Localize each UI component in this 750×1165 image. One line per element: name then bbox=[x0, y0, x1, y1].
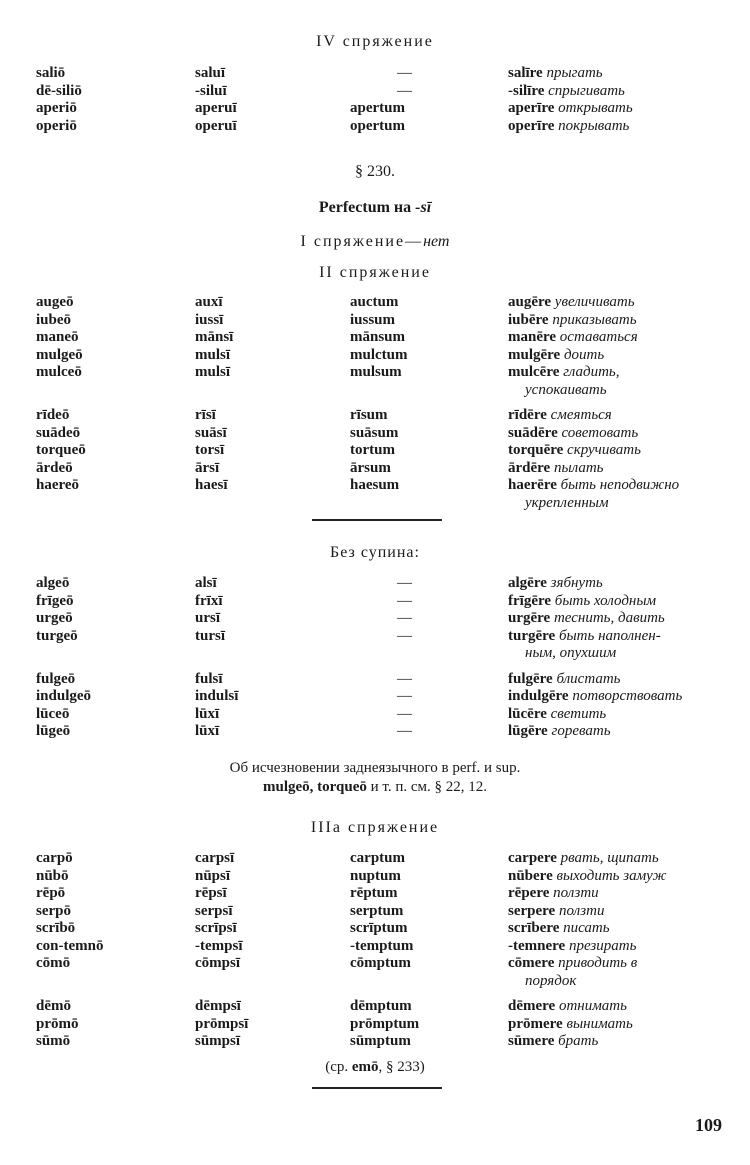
present-form: saliō bbox=[36, 65, 66, 81]
infinitive-form: cōmere bbox=[508, 955, 555, 971]
supine-form: mulsum bbox=[350, 364, 402, 380]
perfect-form: mulsī bbox=[195, 346, 231, 363]
infinitive-form: rīdēre bbox=[508, 407, 547, 423]
perfect-form: indulsī bbox=[195, 688, 239, 704]
perfect-form: frīxī bbox=[195, 592, 223, 609]
supine-form: cōmptum bbox=[350, 955, 411, 971]
verb-row bbox=[0, 477, 750, 495]
verb-row bbox=[0, 364, 750, 382]
verb-row bbox=[0, 425, 750, 443]
divider-rule-bottom bbox=[312, 1087, 442, 1089]
translation: пылать bbox=[553, 459, 604, 476]
translation: горевать bbox=[551, 723, 611, 739]
perfect-form: cōmpsī bbox=[195, 955, 240, 971]
present-form: rēpō bbox=[36, 885, 66, 901]
translation: прыгать bbox=[546, 65, 603, 81]
infinitive-form: mulgēre bbox=[508, 346, 561, 363]
translation: писать bbox=[563, 920, 610, 936]
translation-line-2: укрепленным bbox=[525, 494, 609, 511]
cross-reference bbox=[0, 1058, 750, 1077]
perfect-form: serpsī bbox=[195, 902, 233, 919]
supine-form: — bbox=[397, 82, 412, 99]
present-form: lūceō bbox=[36, 705, 70, 722]
perfect-form: -tempsī bbox=[195, 937, 243, 954]
infinitive-form: lūcēre bbox=[508, 705, 547, 722]
infinitive-gloss bbox=[508, 65, 603, 83]
present-form: algeō bbox=[36, 575, 70, 591]
perfect-form: rēpsī bbox=[195, 885, 227, 901]
present-form: ārdeō bbox=[36, 459, 73, 476]
translation: смеяться bbox=[550, 407, 612, 423]
translation-continuation bbox=[0, 973, 750, 991]
infinitive-gloss bbox=[508, 723, 611, 741]
verb-row bbox=[0, 593, 750, 611]
infinitive-gloss bbox=[508, 920, 610, 938]
present-form: maneō bbox=[36, 329, 79, 345]
infinitive-form: urgēre bbox=[508, 610, 551, 626]
infinitive-form: aperīre bbox=[508, 100, 555, 116]
verb-row bbox=[0, 723, 750, 741]
infinitive-form: scrībere bbox=[508, 920, 560, 936]
perfect-form: dēmpsī bbox=[195, 998, 241, 1014]
present-form: indulgeō bbox=[36, 688, 92, 704]
present-form: frīgeō bbox=[36, 592, 74, 609]
infinitive-gloss bbox=[508, 83, 625, 101]
conj-i-none: нет bbox=[423, 233, 450, 250]
infinitive-gloss bbox=[508, 885, 599, 903]
infinitive-form: -silīre bbox=[508, 82, 545, 99]
translation: гладить, bbox=[563, 364, 620, 380]
infinitive-form: lūgēre bbox=[508, 723, 548, 739]
perfect-form: prōmpsī bbox=[195, 1015, 249, 1032]
present-form: rīdeō bbox=[36, 407, 70, 423]
verb-row bbox=[0, 688, 750, 706]
translation: презирать bbox=[568, 937, 637, 954]
supine-form: — bbox=[397, 705, 412, 722]
verb-row bbox=[0, 998, 750, 1016]
verb-row bbox=[0, 347, 750, 365]
verb-row bbox=[0, 312, 750, 330]
translation-continuation bbox=[0, 645, 750, 663]
verb-row bbox=[0, 903, 750, 921]
verb-row bbox=[0, 938, 750, 956]
verb-table-iv bbox=[0, 65, 750, 135]
present-form: operiō bbox=[36, 117, 77, 134]
supine-form: apertum bbox=[350, 100, 405, 116]
infinitive-gloss bbox=[508, 294, 635, 312]
infinitive-form: augēre bbox=[508, 294, 552, 310]
perfect-form: sūmpsī bbox=[195, 1033, 241, 1049]
infinitive-form: operīre bbox=[508, 117, 555, 134]
infinitive-form: turgēre bbox=[508, 627, 556, 644]
present-form: suādeō bbox=[36, 424, 81, 441]
translation: советовать bbox=[561, 424, 639, 441]
infinitive-form: prōmere bbox=[508, 1015, 563, 1032]
translation: скручивать bbox=[567, 442, 641, 458]
supine-form: haesum bbox=[350, 477, 400, 493]
infinitive-gloss bbox=[508, 688, 682, 706]
supine-form: nuptum bbox=[350, 867, 401, 884]
translation: светить bbox=[550, 705, 607, 722]
infinitive-form: nūbere bbox=[508, 867, 553, 884]
translation: покрывать bbox=[558, 117, 630, 134]
verb-row bbox=[0, 575, 750, 593]
verb-row bbox=[0, 920, 750, 938]
infinitive-form: serpere bbox=[508, 902, 556, 919]
paragraph-number: § 230. bbox=[355, 163, 395, 180]
infinitive-form: frīgēre bbox=[508, 592, 552, 609]
perfect-form: torsī bbox=[195, 442, 225, 458]
conj-i-text: I спряжение— bbox=[300, 233, 424, 250]
verb-row bbox=[0, 83, 750, 101]
infinitive-gloss bbox=[508, 706, 606, 724]
supine-form: — bbox=[397, 610, 412, 626]
perfect-form: suāsī bbox=[195, 424, 227, 441]
perfect-form: scrīpsī bbox=[195, 920, 237, 936]
supine-form: — bbox=[397, 688, 412, 704]
infinitive-gloss bbox=[508, 593, 656, 611]
supine-form: suāsum bbox=[350, 424, 399, 441]
translation: приказывать bbox=[552, 311, 637, 328]
verb-row bbox=[0, 850, 750, 868]
translation: оставаться bbox=[559, 329, 638, 345]
supine-form: — bbox=[397, 723, 412, 739]
infinitive-form: fulgēre bbox=[508, 670, 553, 687]
supine-form: mānsum bbox=[350, 329, 406, 345]
perfect-form: operuī bbox=[195, 117, 237, 134]
supine-form: rīsum bbox=[350, 407, 388, 423]
infinitive-gloss bbox=[508, 628, 661, 646]
translation: теснить, давить bbox=[553, 610, 665, 626]
supine-form: scrīptum bbox=[350, 920, 408, 936]
infinitive-gloss bbox=[508, 100, 633, 118]
note-examples: mulgeō, torqueō bbox=[262, 779, 367, 795]
translation: брать bbox=[558, 1033, 599, 1049]
translation: увеличивать bbox=[554, 294, 635, 310]
supine-form: serptum bbox=[350, 902, 404, 919]
translation: ползти bbox=[558, 902, 605, 919]
infinitive-form: algēre bbox=[508, 575, 547, 591]
supine-form: — bbox=[397, 575, 412, 591]
perfect-form: rīsī bbox=[195, 407, 216, 423]
infinitive-form: suādēre bbox=[508, 424, 558, 441]
infinitive-gloss bbox=[508, 442, 641, 460]
translation: приводить в bbox=[558, 955, 638, 971]
infinitive-form: -temnere bbox=[508, 937, 566, 954]
present-form: con-temnō bbox=[36, 937, 104, 954]
verb-row bbox=[0, 671, 750, 689]
note-line-1: Об исчезновении заднеязычного в perf. и sup. bbox=[229, 760, 521, 776]
translation: быть холодным bbox=[554, 592, 657, 609]
translation: выходить замуж bbox=[556, 867, 667, 884]
supine-form: dēmptum bbox=[350, 998, 412, 1014]
present-form: torqueō bbox=[36, 442, 86, 458]
section-heading-iv: IV спряжение bbox=[316, 33, 434, 50]
translation: рвать, щипать bbox=[560, 850, 659, 866]
verb-row bbox=[0, 610, 750, 628]
perfect-form: iussī bbox=[195, 311, 224, 328]
infinitive-gloss bbox=[508, 610, 665, 628]
present-form: fulgeō bbox=[36, 670, 76, 687]
section-heading-no-supine: Без супина: bbox=[330, 544, 420, 561]
perfect-form: -siluī bbox=[195, 82, 227, 99]
translation: зябнуть bbox=[550, 575, 603, 591]
section-heading-ii: II спряжение bbox=[319, 264, 431, 281]
present-form: dē-siliō bbox=[36, 82, 82, 99]
translation: быть наполнен- bbox=[558, 627, 661, 644]
infinitive-gloss bbox=[508, 850, 659, 868]
present-form: cōmō bbox=[36, 955, 71, 971]
infinitive-form: torquēre bbox=[508, 442, 564, 458]
supine-form: — bbox=[397, 627, 412, 644]
translation-line-2: ным, опухшим bbox=[525, 645, 617, 661]
infinitive-gloss bbox=[508, 477, 679, 495]
infinitive-form: indulgēre bbox=[508, 688, 569, 704]
present-form: carpō bbox=[36, 850, 73, 866]
infinitive-gloss bbox=[508, 407, 612, 425]
translation-line-2: порядок bbox=[525, 972, 577, 989]
perfect-form: aperuī bbox=[195, 100, 237, 116]
infinitive-gloss bbox=[508, 347, 604, 365]
infinitive-form: iubēre bbox=[508, 311, 549, 328]
verb-row bbox=[0, 955, 750, 973]
supine-form: -temptum bbox=[350, 937, 414, 954]
infinitive-gloss bbox=[508, 425, 638, 443]
present-form: scrībō bbox=[36, 920, 76, 936]
translation-continuation bbox=[0, 382, 750, 400]
translation: ползти bbox=[553, 885, 599, 901]
infinitive-gloss bbox=[508, 938, 636, 956]
title-suffix: -sī bbox=[415, 199, 432, 216]
infinitive-gloss bbox=[508, 868, 666, 886]
perfect-form: mulsī bbox=[195, 364, 231, 380]
translation: открывать bbox=[558, 100, 633, 116]
verb-row bbox=[0, 1033, 750, 1051]
translation: блистать bbox=[556, 670, 621, 687]
infinitive-gloss bbox=[508, 312, 637, 330]
supine-form: — bbox=[397, 65, 412, 81]
divider-rule bbox=[312, 519, 442, 521]
note-line-2 bbox=[0, 778, 750, 797]
supine-form: carptum bbox=[350, 850, 405, 866]
present-form: aperiō bbox=[36, 100, 77, 116]
translation: вынимать bbox=[566, 1015, 633, 1032]
supine-form: ārsum bbox=[350, 459, 391, 476]
supine-form: opertum bbox=[350, 117, 405, 134]
infinitive-gloss bbox=[508, 575, 603, 593]
infinitive-form: carpere bbox=[508, 850, 557, 866]
present-form: urgeō bbox=[36, 610, 73, 626]
infinitive-gloss bbox=[508, 364, 620, 382]
translation: спрыгивать bbox=[548, 82, 625, 99]
supine-form: mulctum bbox=[350, 346, 408, 363]
infinitive-gloss bbox=[508, 460, 604, 478]
verb-table-no-supine bbox=[0, 575, 750, 741]
present-form: mulceō bbox=[36, 364, 82, 380]
infinitive-gloss bbox=[508, 903, 605, 921]
supine-form: tortum bbox=[350, 442, 395, 458]
infinitive-form: salīre bbox=[508, 65, 543, 81]
present-form: haereō bbox=[36, 477, 80, 493]
present-form: dēmō bbox=[36, 998, 71, 1014]
verb-row bbox=[0, 885, 750, 903]
cf-prefix: (ср. bbox=[325, 1059, 352, 1075]
verb-row bbox=[0, 100, 750, 118]
translation: доить bbox=[563, 346, 605, 363]
present-form: turgeō bbox=[36, 627, 78, 644]
infinitive-gloss bbox=[508, 671, 621, 689]
present-form: iubeō bbox=[36, 311, 72, 328]
verb-row bbox=[0, 65, 750, 83]
present-form: mulgeō bbox=[36, 346, 83, 363]
infinitive-gloss bbox=[508, 1016, 633, 1034]
infinitive-form: sūmere bbox=[508, 1033, 555, 1049]
verb-row bbox=[0, 118, 750, 136]
infinitive-gloss bbox=[508, 329, 638, 347]
translation: быть неподвижно bbox=[560, 477, 680, 493]
verb-row bbox=[0, 442, 750, 460]
perfect-form: mānsī bbox=[195, 329, 234, 345]
note-paragraph bbox=[0, 759, 750, 797]
verb-row bbox=[0, 706, 750, 724]
supine-form: — bbox=[397, 670, 412, 687]
perfect-form: alsī bbox=[195, 575, 217, 591]
perfect-form: ursī bbox=[195, 610, 221, 626]
translation: отнимать bbox=[558, 998, 627, 1014]
present-form: sūmō bbox=[36, 1033, 71, 1049]
section-title bbox=[0, 198, 750, 218]
present-form: augeō bbox=[36, 294, 74, 310]
present-form: prōmō bbox=[36, 1015, 79, 1032]
present-form: serpō bbox=[36, 902, 71, 919]
perfect-form: haesī bbox=[195, 477, 228, 493]
supine-form: prōmptum bbox=[350, 1015, 420, 1032]
verb-row bbox=[0, 294, 750, 312]
infinitive-form: ārdēre bbox=[508, 459, 551, 476]
translation-line-2: успокаивать bbox=[525, 381, 607, 398]
perfect-form: lūxī bbox=[195, 723, 220, 739]
section-heading-iiia: IIIa спряжение bbox=[310, 819, 440, 836]
perfect-form: auxī bbox=[195, 294, 223, 310]
supine-form: rēptum bbox=[350, 885, 398, 901]
verb-row bbox=[0, 628, 750, 646]
infinitive-form: rēpere bbox=[508, 885, 550, 901]
perfect-form: carpsī bbox=[195, 850, 235, 866]
section-heading-i bbox=[0, 232, 750, 252]
infinitive-form: manēre bbox=[508, 329, 557, 345]
page-number: 109 bbox=[695, 1115, 722, 1135]
supine-form: sūmptum bbox=[350, 1033, 411, 1049]
verb-row bbox=[0, 329, 750, 347]
cf-suffix: , § 233) bbox=[378, 1059, 425, 1075]
translation: потворствовать bbox=[572, 688, 683, 704]
infinitive-gloss bbox=[508, 1033, 598, 1051]
infinitive-form: haerēre bbox=[508, 477, 557, 493]
perfect-form: saluī bbox=[195, 65, 226, 81]
cf-word: emō bbox=[351, 1059, 379, 1075]
infinitive-gloss bbox=[508, 955, 637, 973]
verb-row bbox=[0, 868, 750, 886]
note-reference: и т. п. см. § 22, 12. bbox=[366, 779, 488, 795]
supine-form: auctum bbox=[350, 294, 399, 310]
supine-form: iussum bbox=[350, 311, 396, 328]
title-text: Perfectum на bbox=[318, 199, 416, 216]
supine-form: — bbox=[397, 592, 412, 609]
infinitive-gloss bbox=[508, 118, 629, 136]
infinitive-gloss bbox=[508, 998, 627, 1016]
present-form: lūgeō bbox=[36, 723, 71, 739]
translation-continuation bbox=[0, 495, 750, 513]
verb-row bbox=[0, 1016, 750, 1034]
infinitive-form: dēmere bbox=[508, 998, 556, 1014]
verb-table-ii bbox=[0, 294, 750, 512]
verb-table-iiia bbox=[0, 850, 750, 1051]
perfect-form: tursī bbox=[195, 627, 225, 644]
perfect-form: nūpsī bbox=[195, 867, 231, 884]
verb-row bbox=[0, 407, 750, 425]
perfect-form: fulsī bbox=[195, 670, 223, 687]
perfect-form: ārsī bbox=[195, 459, 220, 476]
perfect-form: lūxī bbox=[195, 705, 220, 722]
present-form: nūbō bbox=[36, 867, 69, 884]
verb-row bbox=[0, 460, 750, 478]
infinitive-form: mulcēre bbox=[508, 364, 560, 380]
